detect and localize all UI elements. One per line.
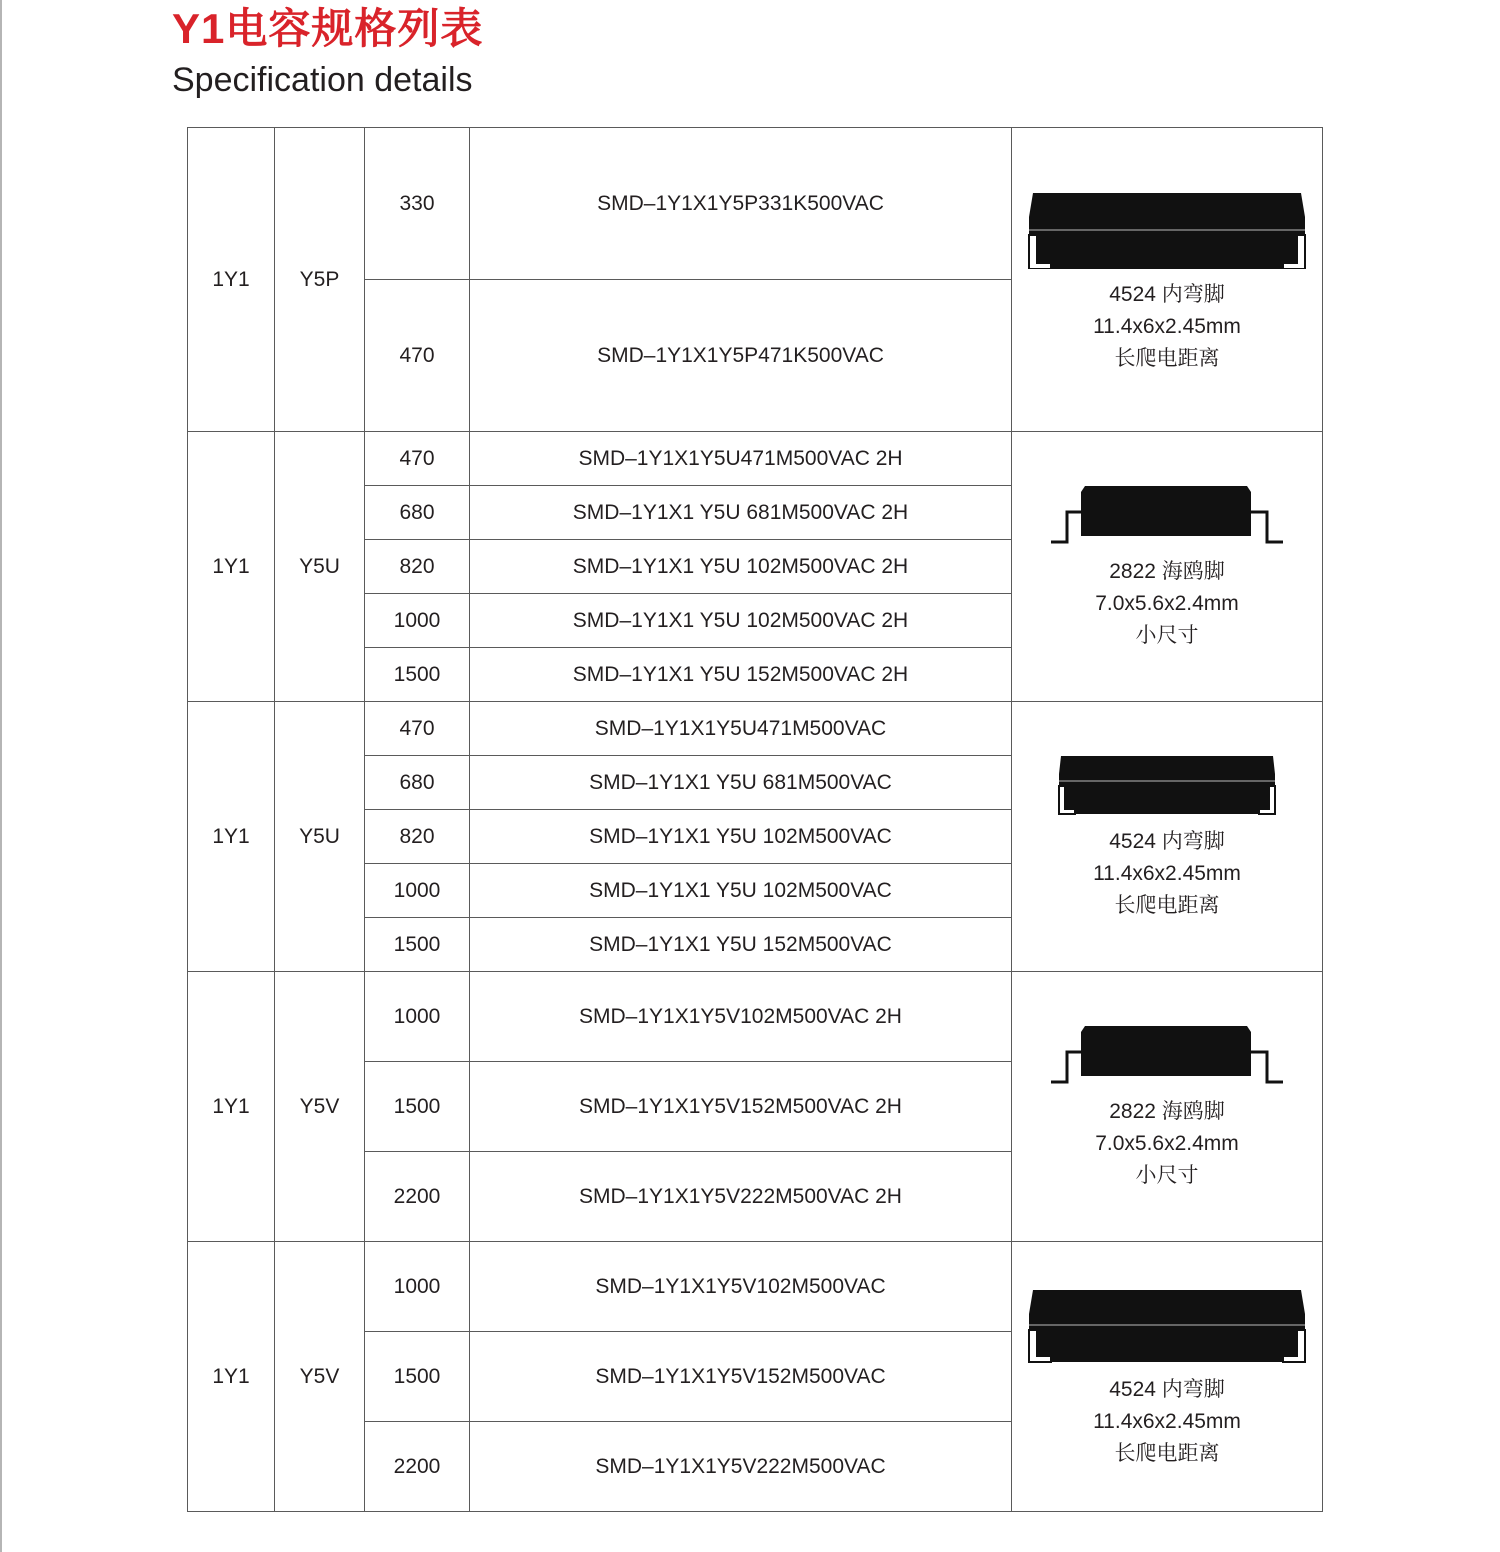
package-dimensions: 11.4x6x2.45mm	[1093, 314, 1241, 338]
table-row	[188, 972, 1323, 1062]
page-title: Y1电容规格列表	[172, 5, 484, 52]
part-number-cell: SMD–1Y1X1 Y5U 102M500VAC	[470, 864, 1012, 918]
package-cell	[1012, 432, 1323, 702]
package-code: 4524 内弯脚	[1109, 282, 1225, 306]
part-number-cell: SMD–1Y1X1Y5V222M500VAC	[470, 1422, 1012, 1512]
package-cell	[1012, 702, 1323, 972]
part-number-cell: SMD–1Y1X1Y5V102M500VAC	[470, 1242, 1012, 1332]
table-row	[188, 128, 1323, 280]
package-dimensions: 7.0x5.6x2.4mm	[1095, 1131, 1239, 1155]
spec-table	[187, 127, 1323, 1512]
part-number-cell: SMD–1Y1X1Y5U471M500VAC 2H	[470, 432, 1012, 486]
capacitance-cell: 1500	[365, 918, 470, 972]
package-feature: 长爬电距离	[1114, 893, 1220, 917]
material-cell: Y5U	[275, 432, 365, 702]
capacitance-cell: 1000	[365, 1242, 470, 1332]
part-number-cell: SMD–1Y1X1 Y5U 102M500VAC	[470, 810, 1012, 864]
table-row	[188, 432, 1323, 486]
capacitance-cell: 1500	[365, 1332, 470, 1422]
capacitance-cell: 1000	[365, 864, 470, 918]
capacitance-cell: 470	[365, 280, 470, 432]
capacitance-cell: 1500	[365, 648, 470, 702]
package-feature: 长爬电距离	[1114, 346, 1220, 370]
part-number-cell: SMD–1Y1X1Y5V222M500VAC 2H	[470, 1152, 1012, 1242]
part-number-cell: SMD–1Y1X1Y5P331K500VAC	[470, 128, 1012, 280]
class-cell: 1Y1	[188, 432, 275, 702]
package-dimensions: 11.4x6x2.45mm	[1093, 1409, 1241, 1433]
part-number-cell: SMD–1Y1X1 Y5U 152M500VAC 2H	[470, 648, 1012, 702]
package-feature: 长爬电距离	[1114, 1441, 1220, 1465]
part-number-cell: SMD–1Y1X1 Y5U 102M500VAC 2H	[470, 540, 1012, 594]
package-code: 2822 海鸥脚	[1109, 1099, 1225, 1123]
package-cell	[1012, 1242, 1323, 1512]
capacitance-cell: 330	[365, 128, 470, 280]
inner-bend-package-icon	[1027, 185, 1307, 269]
class-cell: 1Y1	[188, 1242, 275, 1512]
capacitance-cell: 680	[365, 756, 470, 810]
material-cell: Y5V	[275, 972, 365, 1242]
capacitance-cell: 820	[365, 540, 470, 594]
page-subtitle: Specification details	[172, 61, 473, 99]
part-number-cell: SMD–1Y1X1 Y5U 102M500VAC 2H	[470, 594, 1012, 648]
table-row	[188, 1242, 1323, 1332]
package-dimensions: 7.0x5.6x2.4mm	[1095, 591, 1239, 615]
package-code: 4524 内弯脚	[1109, 1377, 1225, 1401]
package-code: 4524 内弯脚	[1109, 829, 1225, 853]
inner-bend-package-icon	[1057, 752, 1277, 816]
inner-bend-package-icon	[1027, 1284, 1307, 1364]
capacitance-cell: 1000	[365, 594, 470, 648]
package-cell	[1012, 972, 1323, 1242]
capacitance-cell: 680	[365, 486, 470, 540]
part-number-cell: SMD–1Y1X1 Y5U 152M500VAC	[470, 918, 1012, 972]
package-dimensions: 11.4x6x2.45mm	[1093, 861, 1241, 885]
package-code: 2822 海鸥脚	[1109, 559, 1225, 583]
part-number-cell: SMD–1Y1X1Y5P471K500VAC	[470, 280, 1012, 432]
gull-wing-package-icon	[1051, 1022, 1283, 1086]
page-edge-divider	[0, 0, 2, 1552]
part-number-cell: SMD–1Y1X1Y5U471M500VAC	[470, 702, 1012, 756]
capacitance-cell: 1500	[365, 1062, 470, 1152]
capacitance-cell: 470	[365, 432, 470, 486]
material-cell: Y5V	[275, 1242, 365, 1512]
package-feature: 小尺寸	[1135, 1163, 1199, 1187]
capacitance-cell: 470	[365, 702, 470, 756]
capacitance-cell: 2200	[365, 1422, 470, 1512]
capacitance-cell: 1000	[365, 972, 470, 1062]
package-feature: 小尺寸	[1135, 623, 1199, 647]
class-cell: 1Y1	[188, 128, 275, 432]
material-cell: Y5P	[275, 128, 365, 432]
part-number-cell: SMD–1Y1X1Y5V102M500VAC 2H	[470, 972, 1012, 1062]
part-number-cell: SMD–1Y1X1 Y5U 681M500VAC 2H	[470, 486, 1012, 540]
class-cell: 1Y1	[188, 972, 275, 1242]
gull-wing-package-icon	[1051, 482, 1283, 546]
material-cell: Y5U	[275, 702, 365, 972]
part-number-cell: SMD–1Y1X1 Y5U 681M500VAC	[470, 756, 1012, 810]
package-cell	[1012, 128, 1323, 432]
table-row	[188, 702, 1323, 756]
class-cell: 1Y1	[188, 702, 275, 972]
part-number-cell: SMD–1Y1X1Y5V152M500VAC	[470, 1332, 1012, 1422]
capacitance-cell: 2200	[365, 1152, 470, 1242]
capacitance-cell: 820	[365, 810, 470, 864]
part-number-cell: SMD–1Y1X1Y5V152M500VAC 2H	[470, 1062, 1012, 1152]
